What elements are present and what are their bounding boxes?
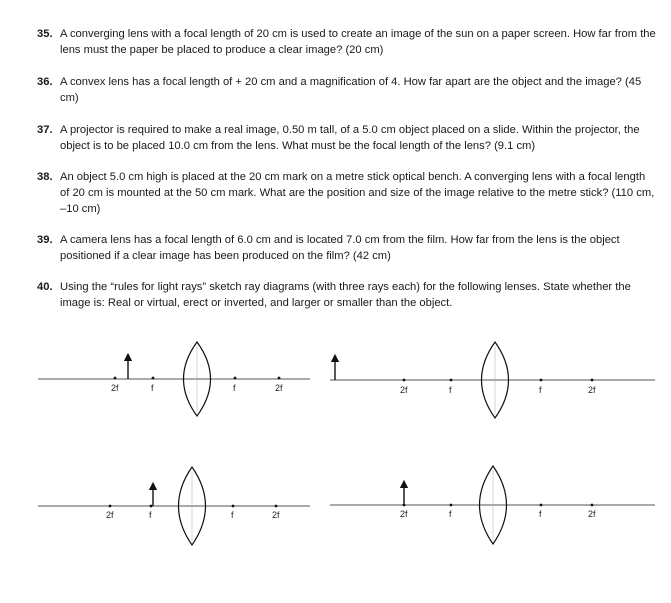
question-number: 35. (37, 28, 53, 40)
label-f-right: f (231, 510, 234, 520)
ray-diagram-2 (330, 342, 655, 418)
focal-point-marker (114, 377, 117, 380)
label-2f-right: 2f (588, 509, 596, 519)
question-text: A camera lens has a focal length of 6.0 cm and is located 7.0 cm from the film. How far from the lens is the object positioned if a clear image has been produced on the film? (42 cm) (60, 234, 620, 262)
label-f-left: f (149, 510, 152, 520)
question-number: 36. (37, 76, 53, 88)
focal-point-marker (109, 505, 112, 508)
label-f-right: f (539, 385, 542, 395)
focal-point-marker (275, 505, 278, 508)
question-number: 40. (37, 281, 53, 293)
ray-diagram-3 (38, 467, 310, 545)
ray-diagram-4 (330, 466, 655, 544)
question-number: 38. (37, 171, 53, 183)
focal-point-marker (234, 377, 237, 380)
label-f-left: f (449, 509, 452, 519)
focal-point-marker (591, 504, 594, 507)
label-2f-right: 2f (588, 385, 596, 395)
question-text: A convex lens has a focal length of + 20 cm and a magnification of 4. How far apart are the object and the image? (45 cm) (60, 76, 642, 104)
question-number: 39. (37, 234, 53, 246)
focal-point-marker (540, 379, 543, 382)
question-text: A projector is required to make a real image, 0.50 m tall, of a 5.0 cm object placed on a slide. Within the projector, the object is to be placed 10.0 cm from the lens. What must be the focal length of the lens? (9.1 cm) (60, 124, 640, 152)
label-2f-right: 2f (275, 383, 283, 393)
label-f-right: f (233, 383, 236, 393)
question-text: A converging lens with a focal length of 20 cm is used to create an image of the sun on a paper screen. How far from the lens must the paper be placed to produce a clear image? (20 cm) (60, 28, 656, 56)
label-2f-left: 2f (400, 385, 408, 395)
label-2f-left: 2f (111, 383, 119, 393)
question-number: 37. (37, 124, 53, 136)
focal-point-marker (591, 379, 594, 382)
focal-point-marker (278, 377, 281, 380)
focal-point-marker (150, 505, 153, 508)
focal-point-marker (450, 504, 453, 507)
label-2f-left: 2f (400, 509, 408, 519)
question-text: Using the “rules for light rays” sketch ray diagrams (with three rays each) for the following lenses. State whether the image is: Real or virtual, erect or inverted, and larger or smaller than the object. (60, 281, 631, 309)
focal-point-marker (232, 505, 235, 508)
question-text: An object 5.0 cm high is placed at the 20 cm mark on a metre stick optical bench. A converging lens with a focal length of 20 cm is mounted at the 50 cm mark. What are the position and size of the image relative to the metre stick? (110 cm, –10 cm) (60, 171, 655, 215)
focal-point-marker (403, 379, 406, 382)
focal-point-marker (403, 504, 406, 507)
label-2f-left: 2f (106, 510, 114, 520)
label-2f-right: 2f (272, 510, 280, 520)
ray-diagram-1 (38, 342, 310, 416)
focal-point-marker (450, 379, 453, 382)
focal-point-marker (152, 377, 155, 380)
label-f-right: f (539, 509, 542, 519)
focal-point-marker (540, 504, 543, 507)
label-f-left: f (449, 385, 452, 395)
label-f-left: f (151, 383, 154, 393)
